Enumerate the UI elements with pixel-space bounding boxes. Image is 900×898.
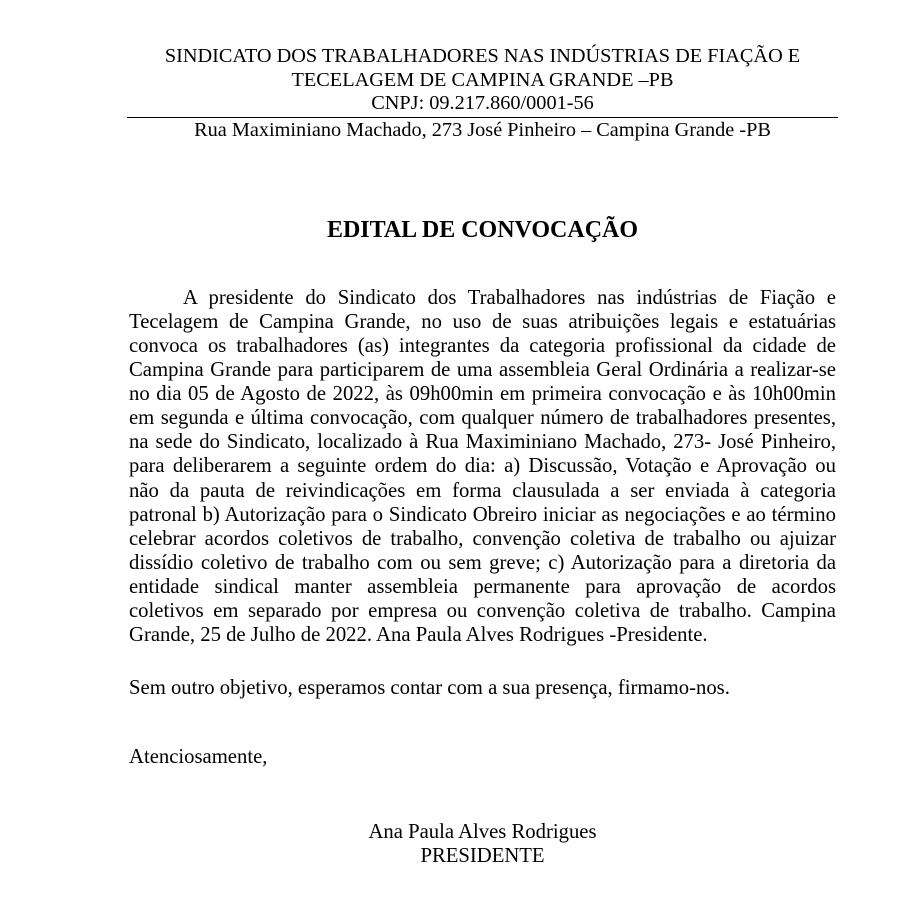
body-line: em segunda e última convocação, com qualquer número de trabalhadores presentes,: [129, 407, 836, 430]
body-line: Campina Grande para participarem de uma assembleia Geral Ordinária a realizar-se: [129, 359, 836, 382]
signature-name: Ana Paula Alves Rodrigues: [368, 821, 597, 843]
body-line: patronal b) Autorização para o Sindicato Obreiro iniciar as negociações e ao término: [129, 503, 836, 526]
body-line: na sede do Sindicato, localizado à Rua Maximiniano Machado, 273- José Pinheiro,: [129, 431, 836, 454]
letterhead-line-1: SINDICATO DOS TRABALHADORES NAS INDÚSTRIAS DE FIAÇÃO E: [164, 45, 801, 67]
document-title: EDITAL DE CONVOCAÇÃO: [326, 217, 639, 243]
body-line: convoca os trabalhadores (as) integrantes da categoria profissional da cidade de: [129, 335, 836, 358]
body-line: Grande, 25 de Julho de 2022. Ana Paula Alves Rodrigues -Presidente.: [129, 623, 708, 646]
body-line: dissídio coletivo de trabalho com ou sem greve; c) Autorização para a diretoria da: [129, 551, 836, 574]
letterhead-cnpj: CNPJ: 09.217.860/0001-56: [371, 92, 594, 114]
body-line: no dia 05 de Agosto de 2022, às 09h00min em primeira convocação e às 10h00min: [129, 383, 836, 406]
letterhead-address: Rua Maximiniano Machado, 273 José Pinheiro – Campina Grande -PB: [194, 119, 771, 141]
salutation: Atenciosamente,: [129, 746, 268, 768]
closing-line: Sem outro objetivo, esperamos contar com a sua presença, firmamo-nos.: [129, 677, 730, 699]
body-line: A presidente do Sindicato dos Trabalhadores nas indústrias de Fiação e: [183, 287, 836, 309]
letterhead-line-2: TECELAGEM DE CAMPINA GRANDE –PB: [291, 69, 674, 91]
body-line: celebrar acordos coletivos de trabalho, convenção coletiva de trabalho ou ajuizar: [129, 527, 836, 550]
body-line: para deliberarem a seguinte ordem do dia: a) Discussão, Votação e Aprovação ou: [129, 455, 836, 478]
body-line: Tecelagem de Campina Grande, no uso de suas atribuições legais e estatuárias: [129, 311, 836, 334]
body-paragraph: [129, 286, 836, 647]
body-line: entidade sindical manter assembleia permanente para aprovação de acordos: [129, 575, 836, 598]
body-line: coletivos em separado por empresa ou convenção coletiva de trabalho. Campina: [129, 599, 836, 622]
body-line: não da pauta de reivindicações em forma clausulada a ser enviada à categoria: [129, 479, 836, 502]
signature-role: PRESIDENTE: [420, 845, 545, 867]
